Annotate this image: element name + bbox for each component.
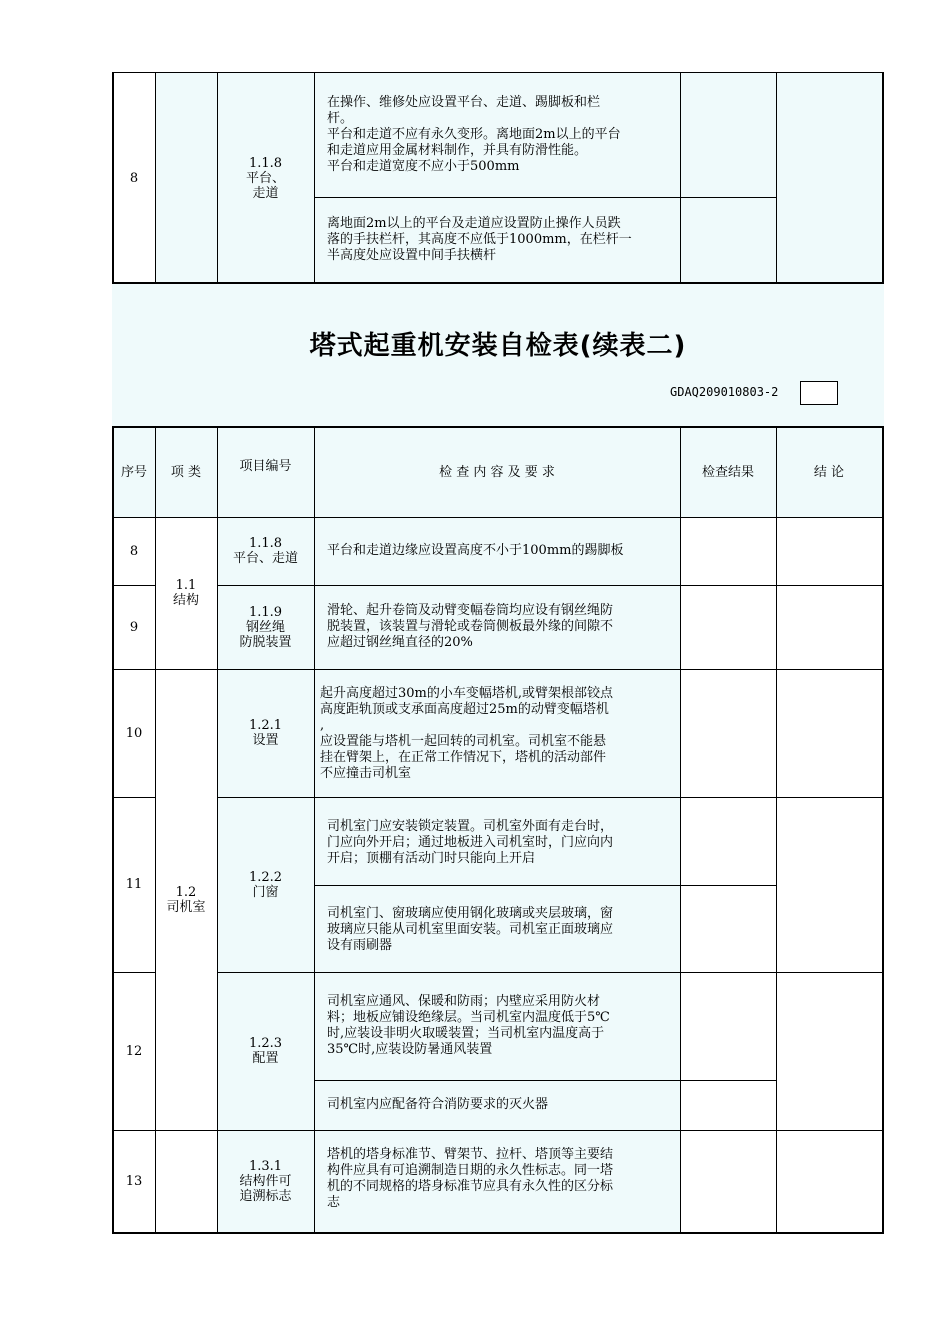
header-requirements: 检 查 内 容 及 要 求 bbox=[439, 465, 555, 480]
row-8-seq: 8 bbox=[129, 543, 139, 559]
row-12-result-1[interactable] bbox=[681, 973, 776, 1080]
row-9-conclusion[interactable] bbox=[777, 586, 882, 669]
header-category: 项 类 bbox=[170, 465, 202, 480]
header-seq: 序号 bbox=[120, 465, 147, 480]
row-11-seq: 11 bbox=[125, 877, 143, 892]
row-12-item: 1.2.3 配置 bbox=[248, 1036, 283, 1066]
row-8-conclusion[interactable] bbox=[777, 518, 882, 585]
row-13-seq: 13 bbox=[125, 1173, 143, 1189]
category-cab: 1.2 司机室 bbox=[166, 884, 206, 915]
row-10-conclusion[interactable] bbox=[777, 670, 882, 797]
category-structure: 1.1 结构 bbox=[172, 578, 199, 608]
row-11-result-2[interactable] bbox=[681, 886, 776, 972]
row-8-result[interactable] bbox=[681, 518, 776, 585]
row-12-seq: 12 bbox=[125, 1043, 143, 1059]
row-13-item: 1.3.1 结构件可 追溯标志 bbox=[239, 1158, 292, 1204]
top-requirement-2: 离地面2m以上的平台及走道应设置防止操作人员跌 落的手扶栏杆，其高度不应低于1000mm，在栏杆一 半高度处应设置中间手扶横杆 bbox=[327, 216, 632, 263]
row-9-result[interactable] bbox=[681, 586, 776, 669]
top-seq: 8 bbox=[129, 170, 139, 186]
row-13-result[interactable] bbox=[681, 1131, 776, 1232]
row-11-result-1[interactable] bbox=[681, 798, 776, 885]
row-12-req-2: 司机室内应配备符合消防要求的灭火器 bbox=[327, 1097, 549, 1112]
row-11-req-2: 司机室门、窗玻璃应使用钢化玻璃或夹层玻璃，窗 玻璃应只能从司机室里面安装。司机室正面玻璃应 设有雨刷器 bbox=[327, 906, 614, 953]
header-item-no: 项目编号 bbox=[239, 458, 292, 474]
row-9-req: 滑轮、起升卷筒及动臂变幅卷筒均应设有钢丝绳防 脱装置，该装置与滑轮或卷筒侧板最外缘的间隙不 应超过钢丝绳直径的20% bbox=[327, 603, 614, 650]
row-13-req: 塔机的塔身标准节、臂架节、拉杆、塔顶等主要结 构件应具有可追溯制造日期的永久性标志。同一塔 机的不同规格的塔身标准节应具有永久性的区分标 志 bbox=[327, 1147, 614, 1210]
row-11-req-1: 司机室门应安装锁定装置。司机室外面有走台时， 门应向外开启；通过地板进入司机室时，门应向内 开启；顶棚有活动门时只能向上开启 bbox=[327, 819, 614, 866]
row-10-req: 起升高度超过30m的小车变幅塔机,或臂架根部铰点 高度距轨顶或支承面高度超过25m的动臂变幅塔机 , 应设置能与塔机一起回转的司机室。司机室不能悬 挂在臂架上，在正常工作情况下，塔机的活动部件 不应撞击司机室 bbox=[320, 686, 614, 781]
header-result: 检查结果 bbox=[701, 465, 754, 480]
row-13-conclusion[interactable] bbox=[777, 1131, 882, 1232]
row-11-conclusion[interactable] bbox=[777, 798, 882, 972]
row-12-result-2[interactable] bbox=[681, 1081, 776, 1130]
row-11-item: 1.2.2 门窗 bbox=[248, 869, 283, 900]
header-conclusion: 结 论 bbox=[813, 465, 845, 480]
row-12-conclusion[interactable] bbox=[777, 973, 882, 1130]
row-9-seq: 9 bbox=[129, 619, 139, 635]
row-10-seq: 10 bbox=[125, 725, 143, 741]
row-10-item: 1.2.1 设置 bbox=[248, 718, 283, 748]
row-9-item: 1.1.9 钢丝绳 防脱装置 bbox=[239, 604, 292, 650]
row-8-item: 1.1.8 平台、走道 bbox=[232, 536, 298, 566]
page-title: 塔式起重机安装自检表(续表二) bbox=[309, 331, 687, 361]
top-requirement-1: 在操作、维修处应设置平台、走道、踢脚板和栏 杆。 平台和走道不应有永久变形。离地面2m以上的平台 和走道应用金属材料制作，并具有防滑性能。 平台和走道宽度不应小于500mm bbox=[327, 95, 621, 174]
top-item-no: 1.1.8 平台、 走道 bbox=[245, 155, 285, 201]
row-8-req: 平台和走道边缘应设置高度不小于100mm的踢脚板 bbox=[327, 543, 624, 558]
form-code: GDAQ209010803-2 bbox=[670, 385, 779, 399]
row-10-result[interactable] bbox=[681, 670, 776, 797]
form-code-box[interactable] bbox=[800, 381, 838, 405]
row-12-req-1: 司机室应通风、保暖和防雨；内壁应采用防火材 料；地板应铺设绝缘层。当司机室内温度低于5℃ 时,应装设非明火取暖装置；当司机室内温度高于 35℃时,应装设防暑通风装置 bbox=[327, 994, 610, 1057]
